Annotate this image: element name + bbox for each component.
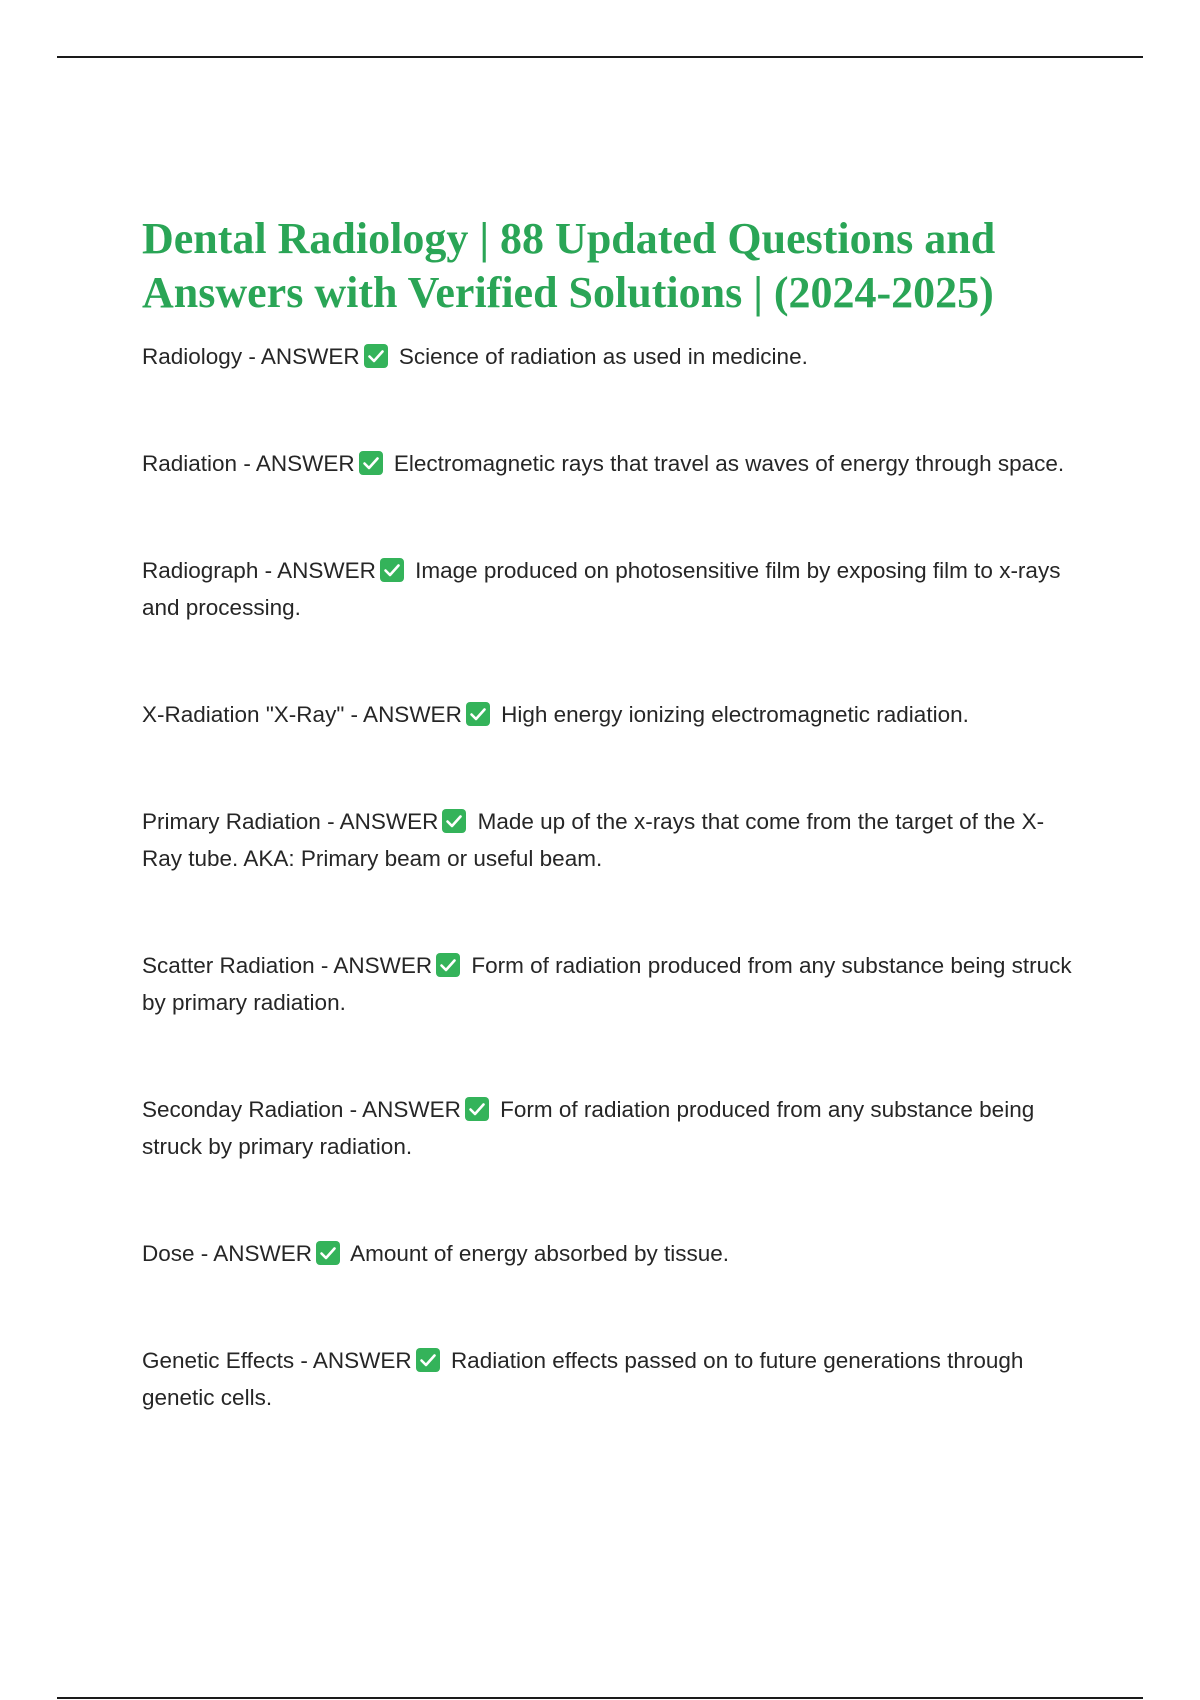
check-mark-icon bbox=[358, 450, 384, 476]
qa-entry bbox=[142, 1235, 1072, 1272]
qa-answer: Image produced on photosensitive film by exposing film to x-rays and processing. bbox=[142, 558, 1061, 620]
qa-entry bbox=[142, 1342, 1072, 1416]
qa-answer: Made up of the x-rays that come from the target of the X-Ray tube. AKA: Primary beam or useful beam. bbox=[142, 809, 1045, 871]
qa-term: Genetic Effects - ANSWER bbox=[142, 1348, 412, 1373]
check-mark-icon bbox=[315, 1240, 341, 1266]
qa-entry bbox=[142, 338, 1072, 375]
check-mark-icon bbox=[435, 952, 461, 978]
qa-term: Radiology - ANSWER bbox=[142, 344, 360, 369]
qa-term: Radiograph - ANSWER bbox=[142, 558, 376, 583]
check-mark-icon bbox=[464, 1096, 490, 1122]
qa-term: Primary Radiation - ANSWER bbox=[142, 809, 439, 834]
qa-answer: Amount of energy absorbed by tissue. bbox=[350, 1241, 730, 1266]
qa-answer: High energy ionizing electromagnetic radiation. bbox=[501, 702, 969, 727]
qa-answer: Form of radiation produced from any substance being struck by primary radiation. bbox=[142, 953, 1072, 1015]
bottom-rule bbox=[57, 1697, 1143, 1699]
check-mark-icon bbox=[363, 343, 389, 369]
check-mark-icon bbox=[465, 701, 491, 727]
qa-answer: Electromagnetic rays that travel as waves of energy through space. bbox=[393, 451, 1065, 476]
qa-answer: Science of radiation as used in medicine. bbox=[398, 344, 808, 369]
qa-entry bbox=[142, 552, 1072, 626]
qa-term: X-Radiation "X-Ray" - ANSWER bbox=[142, 702, 462, 727]
qa-entry bbox=[142, 1091, 1072, 1165]
check-mark-icon bbox=[379, 557, 405, 583]
qa-answer: Form of radiation produced from any substance being struck by primary radiation. bbox=[142, 1097, 1035, 1159]
qa-term: Seconday Radiation - ANSWER bbox=[142, 1097, 461, 1122]
check-mark-icon bbox=[441, 808, 467, 834]
qa-term: Scatter Radiation - ANSWER bbox=[142, 953, 433, 978]
document-title: Dental Radiology | 88 Updated Questions and Answers with Verified Solutions | (2024-2025) bbox=[142, 214, 996, 317]
top-rule bbox=[57, 56, 1143, 58]
qa-term: Dose - ANSWER bbox=[142, 1241, 313, 1266]
qa-list bbox=[142, 338, 1072, 1416]
qa-entry bbox=[142, 947, 1072, 1021]
qa-entry bbox=[142, 803, 1072, 877]
qa-entry bbox=[142, 696, 1072, 733]
qa-entry bbox=[142, 445, 1072, 482]
check-mark-icon bbox=[415, 1347, 441, 1373]
qa-answer: Radiation effects passed on to future generations through genetic cells. bbox=[142, 1348, 1024, 1410]
qa-term: Radiation - ANSWER bbox=[142, 451, 355, 476]
